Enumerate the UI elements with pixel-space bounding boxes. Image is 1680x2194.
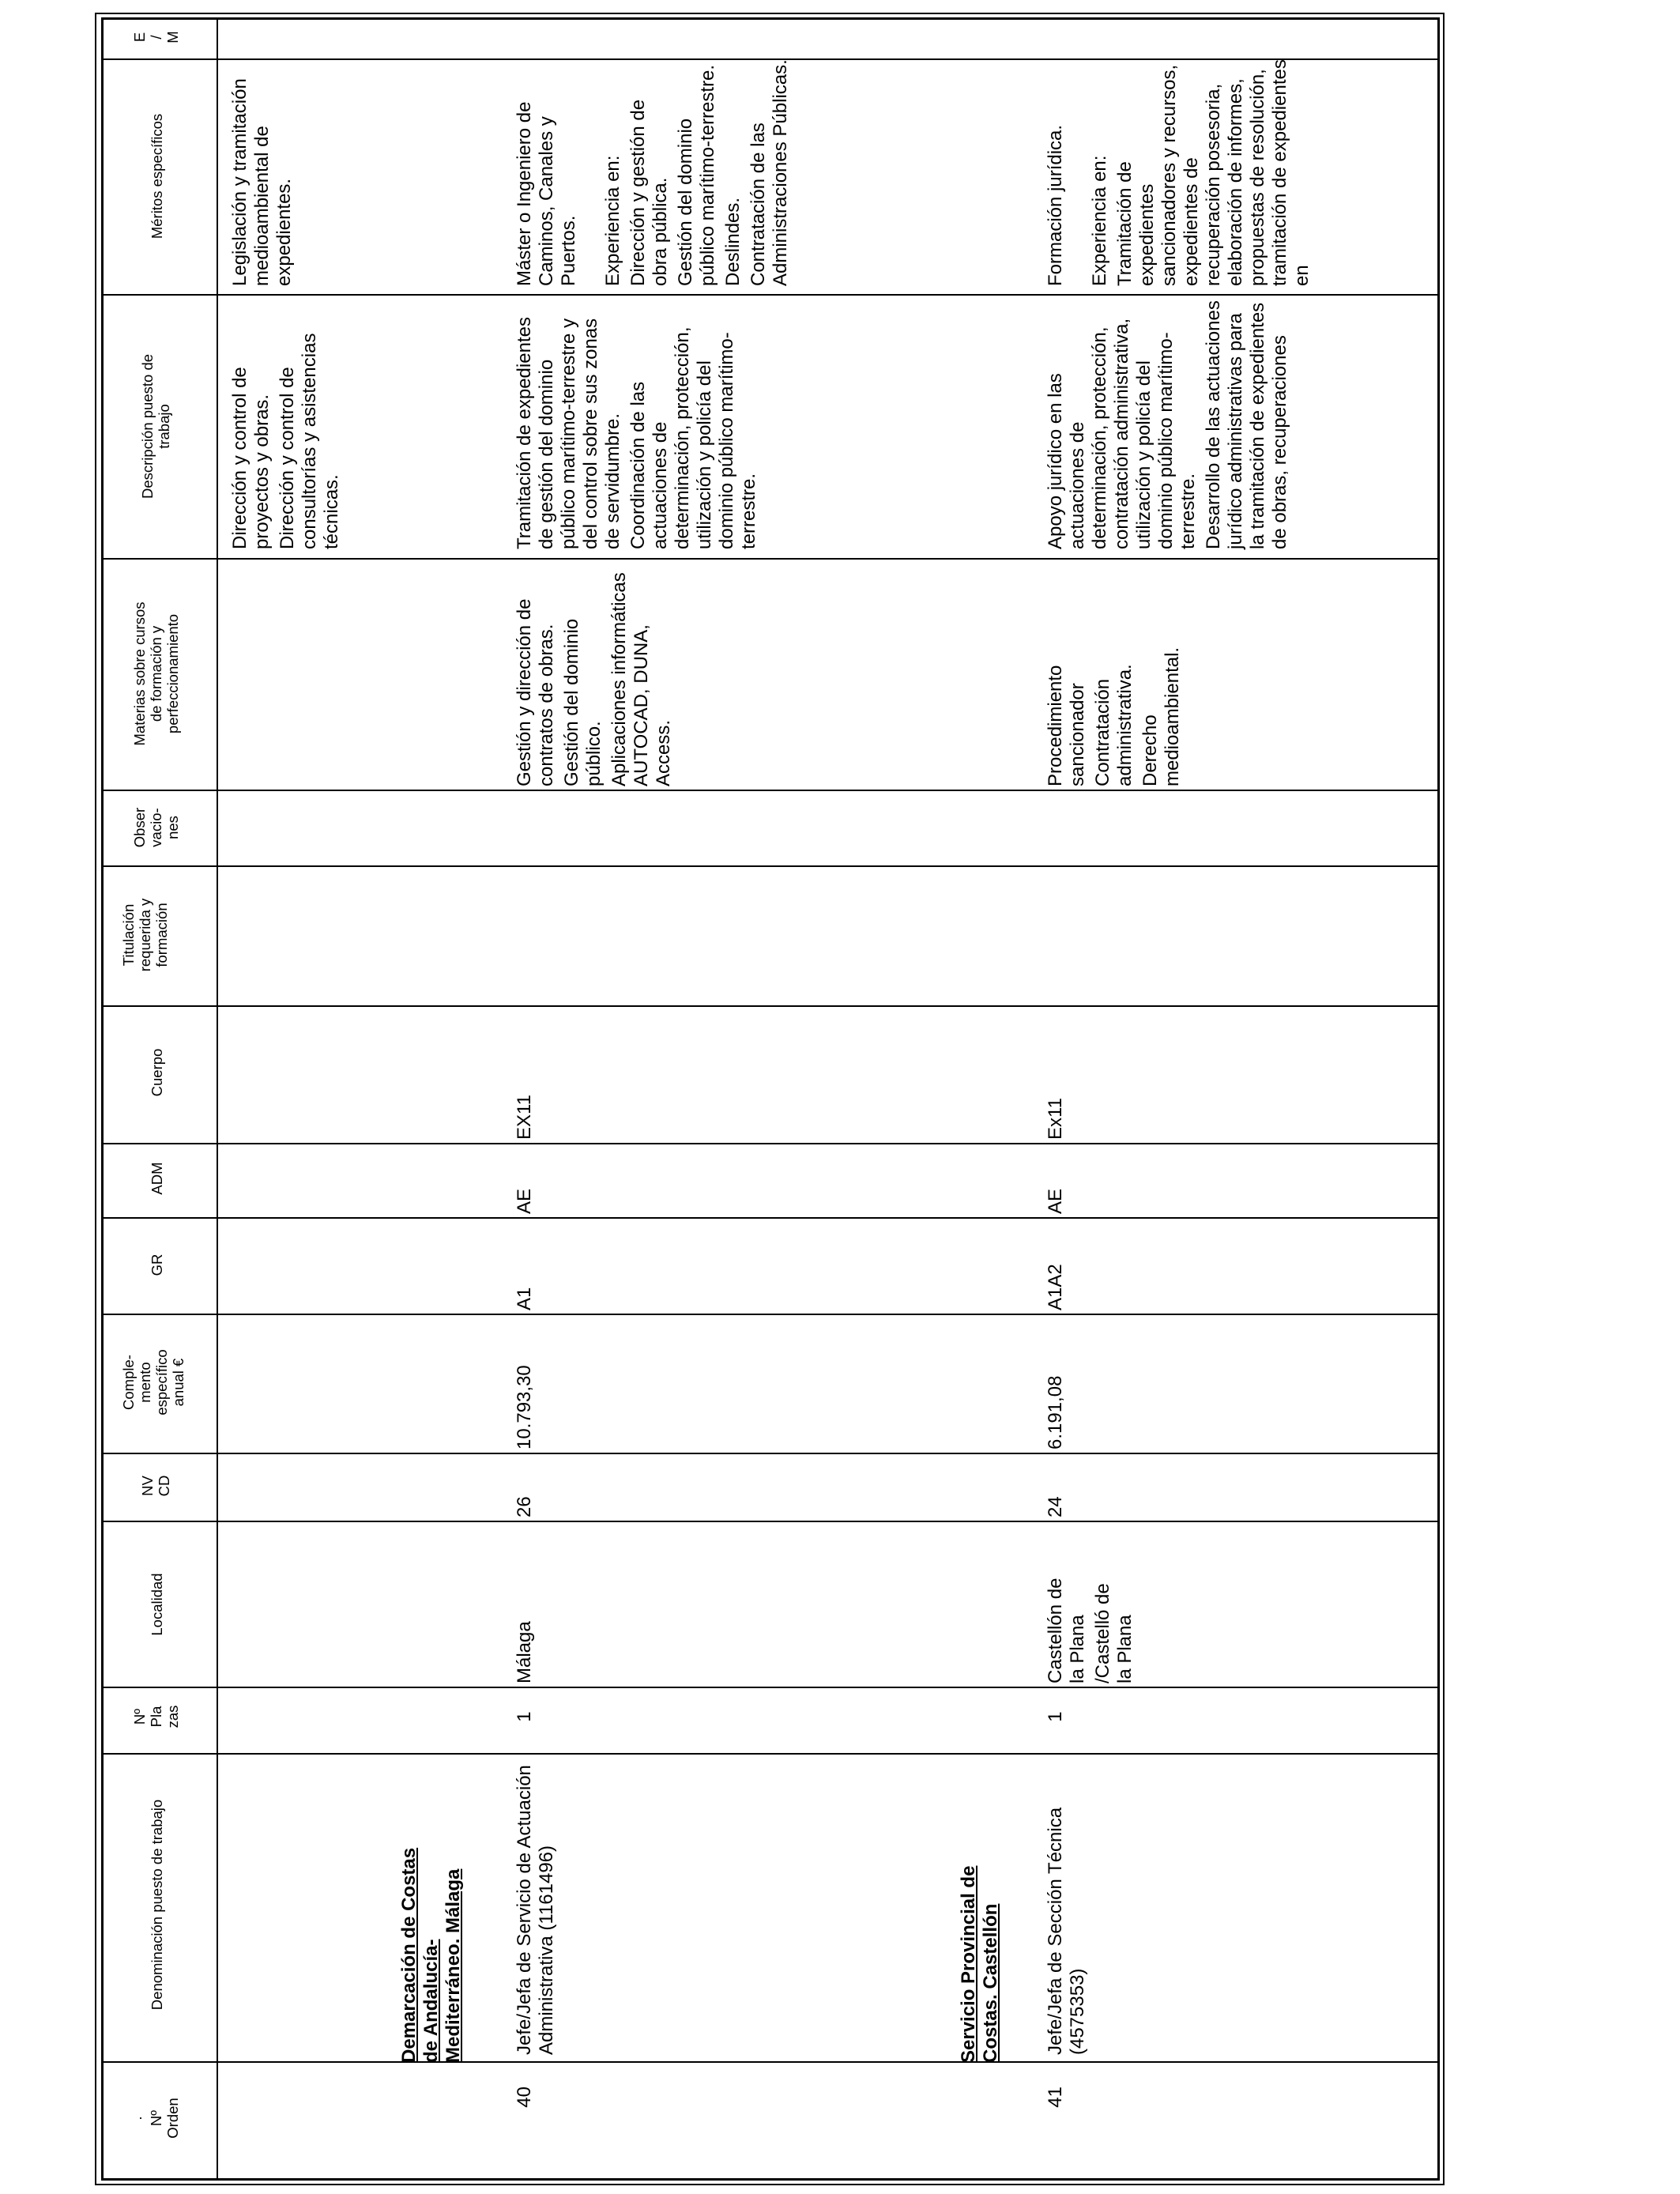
header-denominacion: Denominación puesto de trabajo	[149, 1799, 165, 2011]
column-divider	[101, 1217, 1440, 1219]
section-heading-demarcacion-malaga: Demarcación de Costas de Andalucía-Mediterráneo. Málaga	[398, 1847, 464, 2063]
row-40-grupo: A1	[514, 1287, 535, 1310]
header-plazas: Nº Pla zas	[131, 1705, 181, 1728]
header-em: E / M	[131, 31, 181, 43]
row-40-adm: AE	[514, 1188, 535, 1214]
row-41-nivel: 24	[1045, 1496, 1066, 1517]
row-41-orden: 41	[1045, 2087, 1066, 2108]
section-heading-servicio-castellon: Servicio Provincial de Costas. Castellón	[958, 1865, 1001, 2063]
header-meritos: Méritos específicos	[149, 113, 165, 239]
column-divider	[101, 2061, 1440, 2063]
continuation-meritos: Legislación y tramitación medioambiental de expedientes.	[229, 78, 295, 286]
row-41-adm: AE	[1045, 1188, 1066, 1214]
header-adm: ADM	[149, 1162, 165, 1195]
column-divider	[101, 865, 1440, 867]
header-orden: · Nº Orden	[131, 2098, 181, 2139]
row-40-complemento: 10.793,30	[514, 1365, 535, 1449]
header-titulacion: Titulación requerida y formación	[120, 898, 170, 972]
continuation-descripcion: Dirección y control de proyectos y obras. Dirección y control de consultorías y asistencias técnicas.	[229, 333, 342, 549]
column-divider	[101, 1753, 1440, 1755]
header-nivel: NV CD	[139, 1475, 172, 1497]
column-divider	[101, 1005, 1440, 1007]
row-41-complemento: 6.191,08	[1045, 1375, 1066, 1449]
row-41-plazas: 1	[1045, 1711, 1066, 1722]
header-complemento: Comple- mento específico anual €	[120, 1349, 186, 1416]
header-cuerpo: Cuerpo	[149, 1048, 165, 1097]
header-materias: Materias sobre cursos de formación y perfeccionamiento	[131, 601, 181, 746]
column-divider	[101, 790, 1440, 791]
column-divider	[101, 1143, 1440, 1144]
row-40-nivel: 26	[514, 1496, 535, 1517]
row-41-localidad: Castellón de la Plana /Castelló de la Plana	[1045, 1578, 1136, 1683]
row-40-denominacion: Jefe/Jefa de Servicio de Actuación Administrativa (1161496)	[514, 1765, 557, 2055]
row-41-cuerpo: Ex11	[1045, 1098, 1066, 1140]
row-40-plazas: 1	[514, 1711, 535, 1722]
row-40-orden: 40	[514, 2087, 535, 2108]
header-localidad: Localidad	[149, 1573, 165, 1636]
column-divider	[101, 1687, 1440, 1688]
row-41-denominacion: Jefe/Jefa de Sección Técnica (4575353)	[1045, 1807, 1088, 2055]
column-divider	[101, 1314, 1440, 1315]
row-41-grupo: A1A2	[1045, 1264, 1066, 1310]
row-40-localidad: Málaga	[514, 1621, 535, 1683]
row-40-cuerpo: EX11	[514, 1095, 535, 1140]
header-descripcion: Descripción puesto de trabajo	[139, 353, 172, 499]
column-divider	[101, 1521, 1440, 1522]
row-40-descripcion: Tramitación de expedientes de gestión del dominio público marítimo-terrestre y del control sobre sus zonas de servidumbre. Coordinación de las actuaciones de determinación, protección, utilización y policía del dominio público marítimo-terrestre.	[514, 317, 759, 549]
column-divider	[101, 1453, 1440, 1454]
header-row-divider	[217, 17, 218, 2181]
row-41-meritos: Formación jurídica. Experiencia en: Tramitación de expedientes sancionadores y recursos, expedientes de recuperación posesoria, elaboración de informes, propuestas de resolución, tramitación de expedientes en	[1045, 59, 1313, 286]
row-40-meritos: Máster o Ingeniero de Caminos, Canales y Puertos. Experiencia en: Dirección y gestión de obra pública. Gestión del dominio público marítimo-terrestre. Deslindes. Contratación de las Administraciones Públicas.	[514, 59, 791, 286]
row-40-materias: Gestión y dirección de contratos de obras. Gestión del dominio público. Aplicaciones informáticas AUTOCAD, DUNA, Access.	[514, 572, 674, 786]
column-divider	[101, 294, 1440, 296]
column-divider	[101, 558, 1440, 560]
header-grupo: GR	[149, 1253, 165, 1276]
row-41-descripcion: Apoyo jurídico en las actuaciones de determinación, protección, contratación administrativa, utilización y policía del dominio público marítimo-terrestre. Desarrollo de las actuaciones jurídico administrativas para la tramitación de expedientes de obras, recuperaciones	[1045, 300, 1290, 549]
row-41-materias: Procedimiento sancionador Contratación administrativa. Derecho medioambiental.	[1045, 647, 1183, 786]
header-observaciones: Obser vacio- nes	[131, 807, 181, 848]
